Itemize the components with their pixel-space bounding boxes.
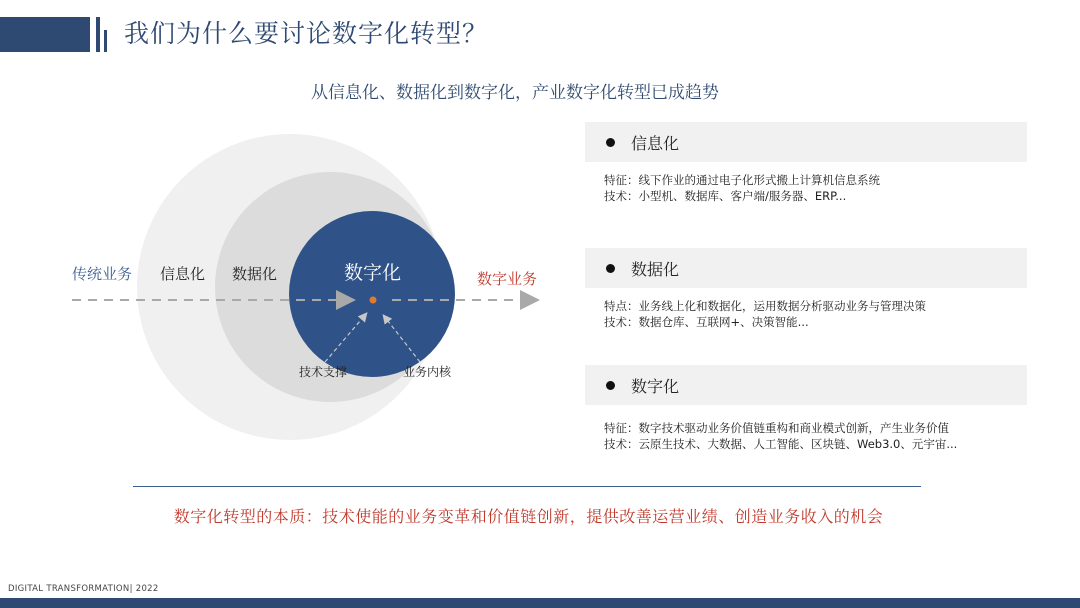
bullet-icon bbox=[606, 381, 615, 390]
section-description-information bbox=[604, 172, 880, 204]
tech-support-label: 技术支撑 bbox=[299, 365, 348, 379]
section-header-information bbox=[585, 122, 1027, 162]
footer-text: DIGITAL TRANSFORMATION| 2022 bbox=[8, 584, 159, 594]
essence-statement: 数字化转型的本质：技术使能的业务变革和价值链创新，提供改善运营业绩、创造业务收入的机会 bbox=[173, 507, 884, 526]
section-header-digital bbox=[585, 365, 1027, 405]
section-tech-line: 技术：云原生技术、大数据、人工智能、区块链、Web3.0、元宇宙... bbox=[604, 437, 958, 451]
section-tech-line: 技术：数据仓库、互联网+、决策智能... bbox=[604, 315, 809, 329]
section-header-data bbox=[585, 248, 1027, 288]
bullet-icon bbox=[606, 138, 615, 147]
inner-circle-digital bbox=[289, 211, 455, 377]
section-title: 信息化 bbox=[631, 133, 680, 153]
section-description-data bbox=[604, 298, 926, 330]
section-feature-line: 特点：业务线上化和数据化，运用数据分析驱动业务与管理决策 bbox=[604, 299, 926, 313]
section-title: 数据化 bbox=[631, 259, 680, 279]
page-subtitle: 从信息化、数据化到数字化，产业数字化转型已成趋势 bbox=[311, 83, 719, 103]
middle-circle-label: 数据化 bbox=[232, 265, 278, 283]
section-description-digital bbox=[604, 420, 957, 452]
footer-bar bbox=[0, 598, 1080, 608]
divider-line bbox=[133, 486, 921, 487]
section-feature-line: 特征：数字技术驱动业务价值链重构和商业模式创新，产生业务价值 bbox=[604, 421, 949, 435]
inner-circle-label: 数字化 bbox=[344, 262, 402, 284]
digital-business-label: 数字业务 bbox=[477, 270, 538, 288]
section-feature-line: 特征：线下作业的通过电子化形式搬上计算机信息系统 bbox=[604, 173, 880, 187]
business-core-label: 业务内核 bbox=[403, 365, 452, 379]
section-title: 数字化 bbox=[631, 376, 680, 396]
bullet-icon bbox=[606, 264, 615, 273]
page-title: 我们为什么要讨论数字化转型？ bbox=[124, 19, 489, 48]
outer-circle-label: 信息化 bbox=[160, 265, 206, 283]
traditional-business-label: 传统业务 bbox=[72, 265, 133, 283]
section-tech-line: 技术：小型机、数据库、客户端/服务器、ERP... bbox=[604, 189, 847, 203]
center-dot bbox=[370, 297, 377, 304]
